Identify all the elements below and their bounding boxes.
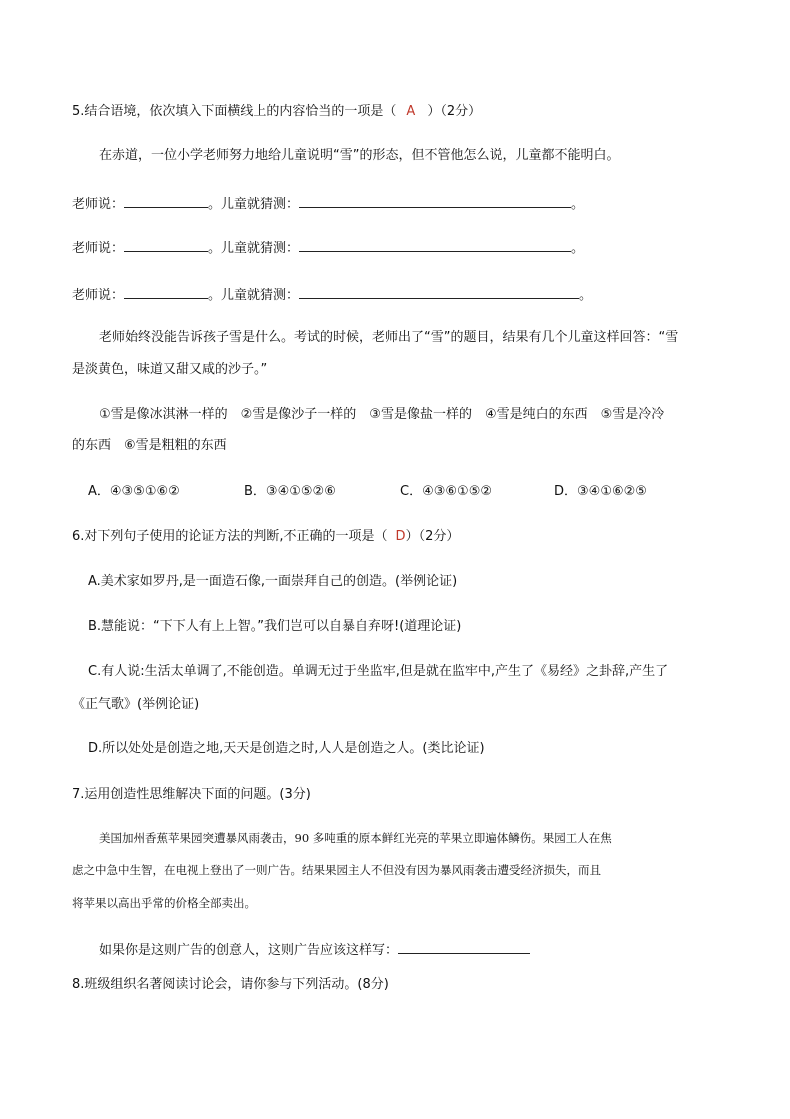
option-b[interactable]: B．③④①⑤②⑥ bbox=[244, 484, 336, 499]
q5-context: 在赤道，一位小学老师努力地给儿童说明“雪”的形态，但不管他怎么说，儿童都不能明白。 bbox=[99, 148, 620, 163]
teacher-blank-1[interactable] bbox=[124, 193, 208, 208]
q5-options bbox=[88, 482, 647, 502]
dialogue-line-3 bbox=[72, 284, 592, 306]
q5-items-line-1: ①雪是像冰淇淋一样的 ②雪是像沙子一样的 ③雪是像盐一样的 ④雪是纯白的东西 ⑤雪是冷冷 bbox=[99, 407, 665, 422]
q5-items-line-2: 的东西 ⑥雪是粗粗的东西 bbox=[72, 438, 227, 453]
q7-stem: 7.运用创造性思维解决下面的问题。(3分) bbox=[72, 787, 311, 802]
dialogue-line-1 bbox=[72, 193, 584, 215]
q5-score: ）（2分） bbox=[427, 104, 482, 119]
q5-paragraph-line-2: 是淡黄色，味道又甜又咸的沙子。” bbox=[72, 362, 268, 377]
child-guess-label: 。儿童就猜测： bbox=[208, 288, 300, 303]
teacher-blank-2[interactable] bbox=[124, 237, 208, 252]
period: 。 bbox=[571, 197, 585, 212]
q7-story-line-2: 虑之中急中生智，在电视上登出了一则广告。结果果园主人不但没有因为暴风雨袭击遭受经济损失，而且 bbox=[72, 863, 601, 877]
q7-prompt bbox=[99, 939, 530, 961]
q5-stem bbox=[72, 102, 481, 122]
q7-story-line-3: 将苹果以高出乎常的价格全部卖出。 bbox=[72, 896, 256, 910]
child-blank-1[interactable] bbox=[299, 193, 571, 208]
q6-stem-text: 6.对下列句子使用的论证方法的判断,不正确的一项是（ bbox=[72, 529, 388, 544]
q6-option-d[interactable]: D.所以处处是创造之地,天天是创造之时,人人是创造之人。(类比论证) bbox=[88, 741, 485, 756]
period: 。 bbox=[579, 288, 593, 303]
child-blank-2[interactable] bbox=[299, 237, 571, 252]
option-d[interactable]: D．③④①⑥②⑤ bbox=[554, 484, 647, 499]
q6-stem bbox=[72, 527, 459, 547]
q6-option-a[interactable]: A.美术家如罗丹,是一面造石像,一面崇拜自己的创造。(举例论证) bbox=[88, 574, 458, 589]
child-blank-3[interactable] bbox=[299, 284, 579, 299]
q8-stem: 8.班级组织名著阅读讨论会，请你参与下列活动。(8分) bbox=[72, 977, 389, 992]
q6-option-c-line-2: 《正气歌》(举例论证) bbox=[72, 697, 200, 712]
teacher-label: 老师说： bbox=[72, 288, 125, 303]
q7-prompt-text: 如果你是这则广告的创意人，这则广告应该这样写： bbox=[99, 943, 399, 958]
teacher-label: 老师说： bbox=[72, 241, 125, 256]
option-a[interactable]: A．④③⑤①⑥② bbox=[88, 484, 180, 499]
q7-story-line-1: 美国加州香蕉苹果园突遭暴风雨袭击，90 多吨重的原本鲜红光亮的苹果立即遍体鳞伤。果园工人在焦 bbox=[99, 831, 612, 845]
q6-answer: D bbox=[395, 529, 406, 544]
period: 。 bbox=[571, 241, 585, 256]
q6-score: ）（2分） bbox=[405, 529, 460, 544]
q6-option-b[interactable]: B.慧能说：“下下人有上上智。”我们岂可以自暴自弃呀!(道理论证) bbox=[88, 619, 462, 634]
child-guess-label: 。儿童就猜测： bbox=[208, 241, 300, 256]
q5-stem-text: 5.结合语境，依次填入下面横线上的内容恰当的一项是（ bbox=[72, 104, 397, 119]
teacher-blank-3[interactable] bbox=[124, 284, 208, 299]
teacher-label: 老师说： bbox=[72, 197, 125, 212]
child-guess-label: 。儿童就猜测： bbox=[208, 197, 300, 212]
dialogue-line-2 bbox=[72, 237, 584, 259]
q5-answer: A bbox=[406, 104, 416, 119]
option-c[interactable]: C．④③⑥①⑤② bbox=[400, 484, 493, 499]
q6-option-c-line-1[interactable]: C.有人说:生活太单调了,不能创造。单调无过于坐监牢,但是就在监牢中,产生了《易经》之卦辞,产生了 bbox=[88, 664, 669, 679]
q7-answer-blank[interactable] bbox=[398, 939, 530, 954]
q5-paragraph-line-1: 老师始终没能告诉孩子雪是什么。考试的时候，老师出了“雪”的题目，结果有几个儿童这样回答：“雪 bbox=[99, 330, 679, 345]
